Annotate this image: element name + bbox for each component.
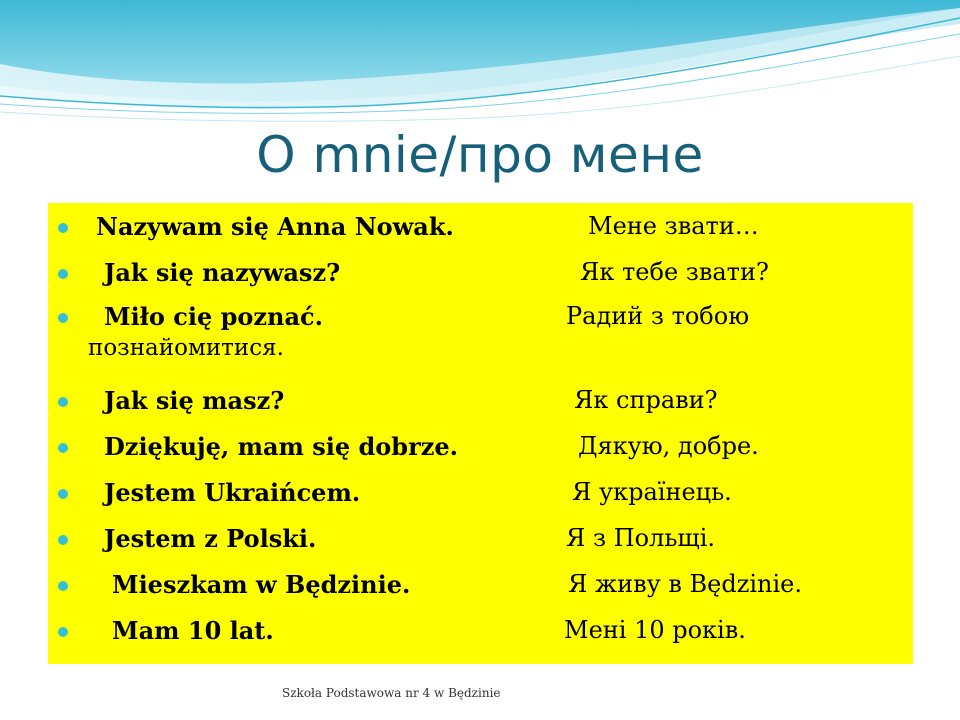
- list-item: [48, 255, 913, 295]
- polish-phrase: Jak się masz?: [104, 386, 285, 415]
- polish-phrase: Jak się nazywasz?: [104, 258, 341, 287]
- list-item: [48, 567, 913, 607]
- bullet-icon: [58, 535, 68, 545]
- bullet-icon: [58, 313, 68, 323]
- bullet-icon: [58, 223, 68, 233]
- ukrainian-phrase: Я українець.: [572, 478, 732, 506]
- footer-text: Szkoła Podstawowa nr 4 w Będzinie: [282, 686, 501, 700]
- list-item: [48, 383, 913, 423]
- list-item: [48, 299, 913, 371]
- slide-title: O mnie/про мене: [256, 126, 704, 184]
- ukrainian-phrase-continued: познайомитися.: [88, 335, 284, 361]
- bullet-icon: [58, 489, 68, 499]
- ukrainian-phrase: Дякую, добре.: [578, 432, 759, 460]
- list-item: [48, 475, 913, 515]
- list-item: [48, 613, 913, 653]
- polish-phrase: Dziękuję, mam się dobrze.: [104, 432, 458, 461]
- list-item: [48, 209, 913, 249]
- wave-decoration: [0, 0, 960, 140]
- polish-phrase: Jestem z Polski.: [104, 524, 317, 553]
- polish-phrase: Mam 10 lat.: [112, 616, 274, 645]
- polish-phrase: Jestem Ukraińcem.: [104, 478, 361, 507]
- ukrainian-phrase: Як справи?: [574, 386, 718, 414]
- bullet-icon: [58, 397, 68, 407]
- polish-phrase: Nazywam się Anna Nowak.: [96, 212, 454, 241]
- content-box: [48, 203, 913, 664]
- ukrainian-phrase: Мені 10 років.: [564, 616, 746, 644]
- ukrainian-phrase: Я живу в Będzinie.: [568, 570, 802, 598]
- bullet-icon: [58, 443, 68, 453]
- bullet-icon: [58, 269, 68, 279]
- ukrainian-phrase: Радий з тобою: [566, 302, 750, 330]
- ukrainian-phrase: Як тебе звати?: [580, 258, 769, 286]
- bullet-icon: [58, 581, 68, 591]
- polish-phrase: Mieszkam w Będzinie.: [112, 570, 411, 599]
- list-item: [48, 429, 913, 469]
- ukrainian-phrase: Мене звати…: [588, 212, 759, 240]
- list-item: [48, 521, 913, 561]
- polish-phrase: Miło cię poznać.: [104, 302, 324, 331]
- bullet-icon: [58, 627, 68, 637]
- ukrainian-phrase: Я з Польщі.: [566, 524, 716, 552]
